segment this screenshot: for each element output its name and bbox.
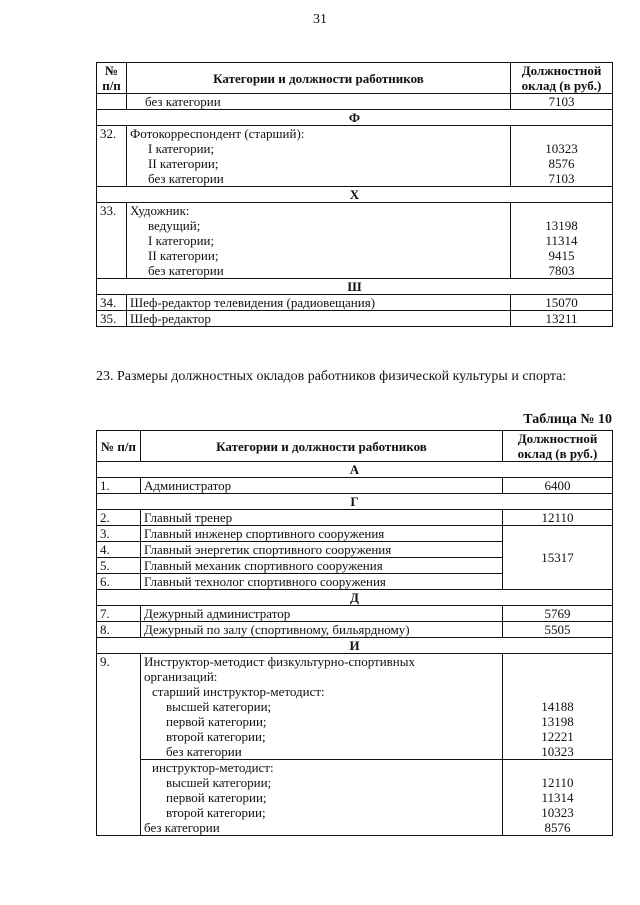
page-number: 31 — [313, 12, 327, 27]
table-row — [97, 311, 613, 327]
line: I категории; — [148, 233, 215, 248]
section-letter: Ф — [97, 110, 613, 126]
line: Фотокорреспондент (старший): — [130, 126, 305, 141]
section-paragraph: 23. Размеры должностных окладов работников физической культуры и спорта: — [96, 369, 567, 384]
value: 13198 — [545, 218, 578, 233]
value: 10323 — [541, 805, 574, 820]
table-row — [97, 295, 613, 311]
value: 11314 — [541, 790, 574, 805]
value: 7803 — [548, 263, 575, 278]
row-value: 13211 — [511, 311, 613, 327]
table-row — [97, 622, 613, 638]
row-value: 5505 — [503, 622, 613, 638]
line: без категории — [148, 263, 224, 278]
line: Инструктор-методист физкультурно-спортивных — [144, 654, 415, 669]
row-num: 3. — [97, 526, 141, 542]
value: 10323 — [545, 141, 578, 156]
table-header-row — [97, 63, 613, 94]
salary-table-media — [96, 62, 613, 327]
section-letter: Д — [97, 590, 613, 606]
header-num: № п/п — [97, 63, 127, 94]
table-row — [97, 203, 613, 279]
line: без категории — [144, 820, 220, 835]
section-letter-row — [97, 279, 613, 295]
value: 11314 — [545, 233, 578, 248]
section-letter: Г — [97, 494, 613, 510]
line: без категории — [166, 744, 242, 759]
row-text: Главный технолог спортивного сооружения — [141, 574, 503, 590]
value: 7103 — [548, 171, 575, 186]
section-letter-row — [97, 462, 613, 478]
line: второй категории; — [166, 805, 266, 820]
line: I категории; — [148, 141, 215, 156]
row-text: Главный механик спортивного сооружения — [141, 558, 503, 574]
table-row — [97, 510, 613, 526]
header-category: Категории и должности работников — [141, 431, 503, 462]
row-value: 7103 — [511, 94, 613, 110]
row-text: Дежурный по залу (спортивному, бильярдному) — [141, 622, 503, 638]
row-num: 32. — [97, 126, 127, 187]
row-num: 2. — [97, 510, 141, 526]
row-num: 6. — [97, 574, 141, 590]
section-letter: А — [97, 462, 613, 478]
section-letter: Х — [97, 187, 613, 203]
row-text: Главный инженер спортивного сооружения — [141, 526, 503, 542]
line: без категории — [148, 171, 224, 186]
row-text: Главный энергетик спортивного сооружения — [141, 542, 503, 558]
value: 14188 — [541, 699, 574, 714]
row-num: 7. — [97, 606, 141, 622]
line: II категории; — [148, 156, 219, 171]
table-header-row — [97, 431, 613, 462]
value: 12221 — [541, 729, 574, 744]
value: 10323 — [541, 744, 574, 759]
table-row — [97, 606, 613, 622]
value: 13198 — [541, 714, 574, 729]
line: организаций: — [144, 669, 218, 684]
section-letter-row — [97, 638, 613, 654]
row-text: Шеф-редактор телевидения (радиовещания) — [127, 295, 511, 311]
header-salary: Должностной оклад (в руб.) — [511, 63, 613, 94]
row-text — [127, 126, 511, 187]
row-num: 35. — [97, 311, 127, 327]
line: Художник: — [130, 203, 190, 218]
row-text — [141, 760, 503, 836]
row-num: 9. — [97, 654, 141, 836]
line: II категории; — [148, 248, 219, 263]
line: старший инструктор-методист: — [152, 684, 325, 699]
value — [514, 203, 609, 218]
row-text: Главный тренер — [141, 510, 503, 526]
line: ведущий; — [148, 218, 201, 233]
value — [514, 126, 609, 141]
row-value — [503, 654, 613, 760]
table-row — [97, 526, 613, 542]
row-value: 5769 — [503, 606, 613, 622]
row-value — [503, 760, 613, 836]
row-num: 33. — [97, 203, 127, 279]
row-value: 12110 — [503, 510, 613, 526]
row-value: 6400 — [503, 478, 613, 494]
value: 8576 — [544, 820, 571, 835]
row-value — [511, 126, 613, 187]
row-text: Дежурный администратор — [141, 606, 503, 622]
row-num: 1. — [97, 478, 141, 494]
header-num: № п/п — [97, 431, 141, 462]
row-value: 15070 — [511, 295, 613, 311]
value: 12110 — [541, 775, 574, 790]
line: высшей категории; — [166, 699, 272, 714]
table-row — [97, 760, 613, 836]
line: второй категории; — [166, 729, 266, 744]
header-salary: Должностной оклад (в руб.) — [503, 431, 613, 462]
value: 9415 — [548, 248, 575, 263]
section-letter-row — [97, 187, 613, 203]
table-row — [97, 94, 613, 110]
table-row — [97, 478, 613, 494]
row-text — [141, 654, 503, 760]
table-caption: Таблица № 10 — [523, 412, 612, 427]
value: 8576 — [548, 156, 575, 171]
header-category: Категории и должности работников — [127, 63, 511, 94]
section-letter-row — [97, 590, 613, 606]
line: первой категории; — [166, 714, 267, 729]
section-letter-row — [97, 494, 613, 510]
section-letter: И — [97, 638, 613, 654]
row-text: Администратор — [141, 478, 503, 494]
table-row — [97, 126, 613, 187]
row-num: 8. — [97, 622, 141, 638]
salary-table-sports — [96, 430, 613, 836]
row-text — [127, 203, 511, 279]
row-num: 34. — [97, 295, 127, 311]
row-num: 5. — [97, 558, 141, 574]
section-letter-row — [97, 110, 613, 126]
row-value — [511, 203, 613, 279]
table-row — [97, 654, 613, 760]
line: высшей категории; — [166, 775, 272, 790]
section-letter: Ш — [97, 279, 613, 295]
line: первой категории; — [166, 790, 267, 805]
row-value: 15317 — [503, 526, 613, 590]
row-text: без категории — [127, 94, 511, 110]
row-num: 4. — [97, 542, 141, 558]
row-text: Шеф-редактор — [127, 311, 511, 327]
line: инструктор-методист: — [152, 760, 274, 775]
